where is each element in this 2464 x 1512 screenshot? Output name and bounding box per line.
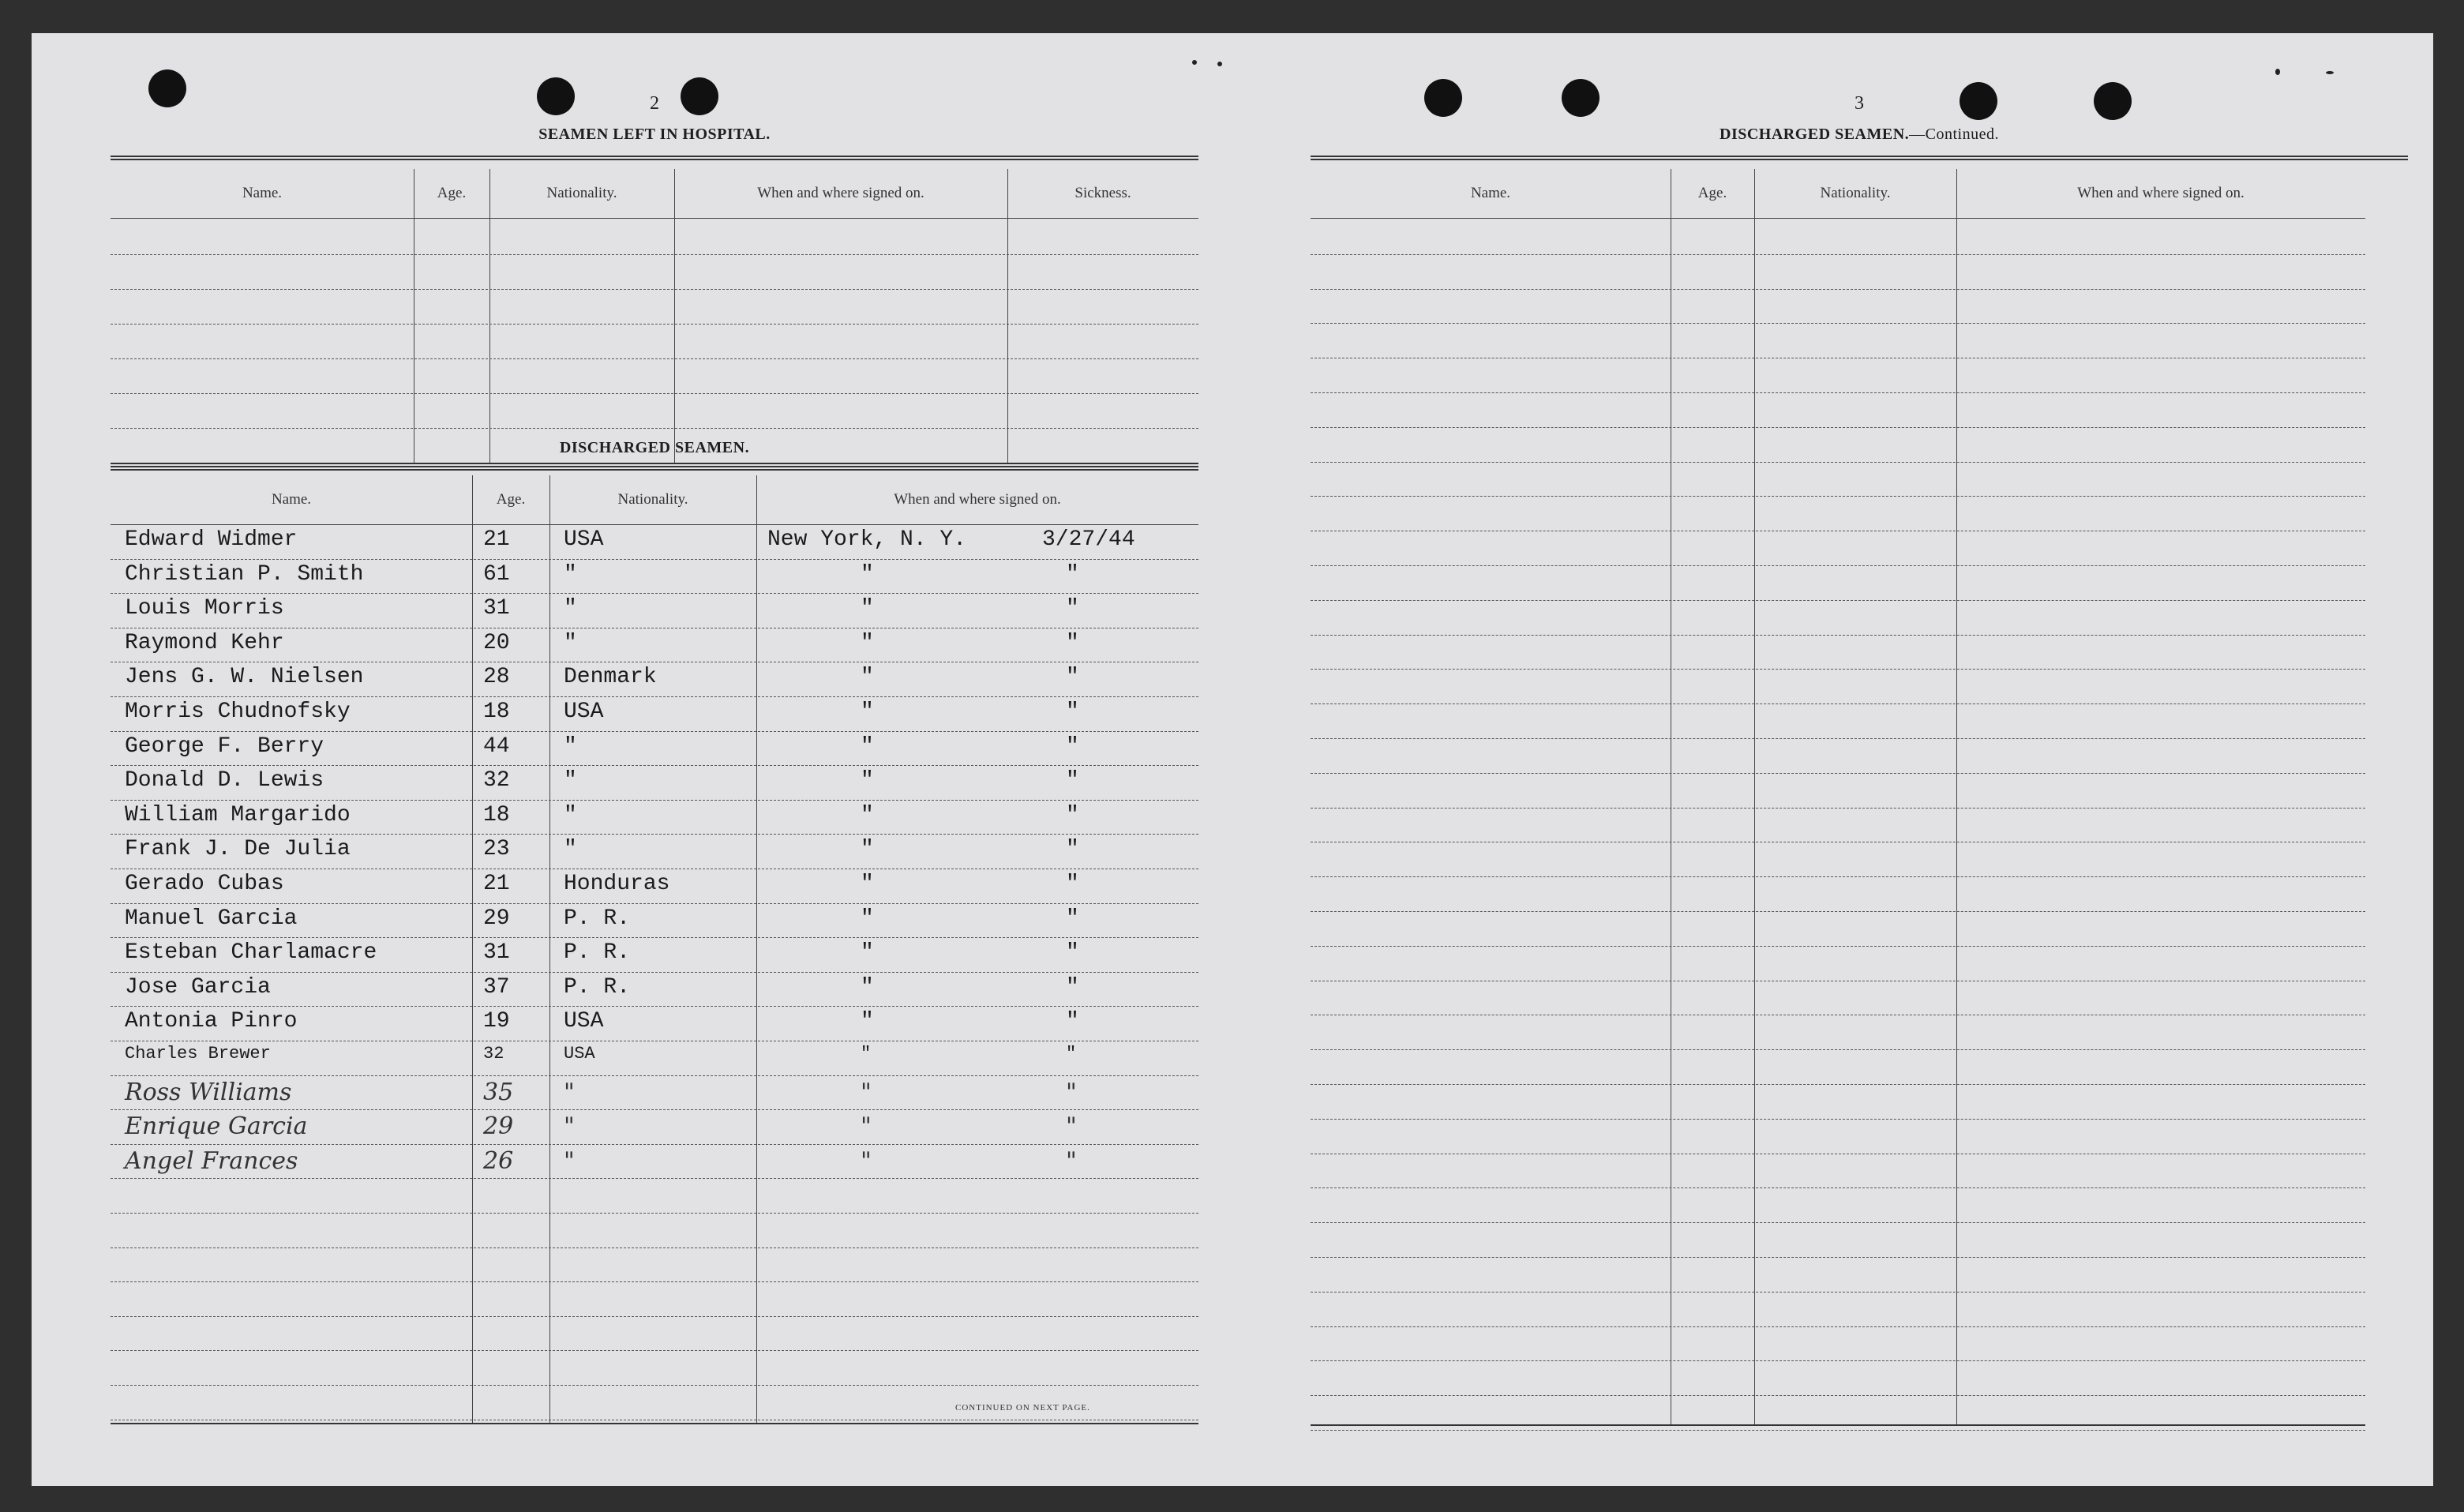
seaman-nationality: " bbox=[564, 630, 577, 655]
seaman-name: Charles Brewer bbox=[125, 1044, 271, 1064]
seaman-name: Edward Widmer bbox=[125, 527, 298, 552]
column-header: Name. bbox=[1470, 185, 1511, 201]
header-rule bbox=[1311, 218, 2365, 219]
speck bbox=[1192, 60, 1197, 65]
seaman-age: 31 bbox=[483, 596, 510, 621]
signed-on-place: " bbox=[861, 906, 874, 931]
seaman-name: Esteban Charlamacre bbox=[125, 940, 377, 966]
table-row bbox=[111, 1178, 1198, 1214]
signed-on-date: " bbox=[1066, 974, 1079, 1000]
signed-on-place: " bbox=[861, 802, 874, 827]
signed-on-place: " bbox=[861, 1044, 872, 1064]
table-row bbox=[1311, 323, 2365, 358]
table-row bbox=[1311, 392, 2365, 428]
seaman-age: 21 bbox=[483, 872, 510, 896]
column-header: Nationality. bbox=[546, 185, 617, 201]
table-row bbox=[1311, 1049, 2365, 1085]
signed-on-place: New York, N. Y. bbox=[767, 527, 967, 552]
speck bbox=[2326, 71, 2334, 74]
table-row bbox=[1311, 1326, 2365, 1362]
page-number: 3 bbox=[1855, 93, 1864, 114]
seaman-age: 18 bbox=[483, 700, 510, 724]
table-row bbox=[1311, 876, 2365, 912]
seaman-age: 28 bbox=[483, 665, 510, 690]
seaman-nationality: " bbox=[564, 802, 577, 827]
seaman-age: 23 bbox=[483, 837, 510, 862]
signed-on-date: " bbox=[1066, 700, 1079, 724]
signed-on-place: " bbox=[861, 974, 874, 1000]
seaman-nationality: " bbox=[564, 596, 577, 621]
seaman-name: Donald D. Lewis bbox=[125, 768, 324, 794]
signed-on-date: " bbox=[1066, 630, 1079, 655]
seaman-nationality: P. R. bbox=[564, 940, 631, 966]
bottom-rule bbox=[1311, 1424, 2365, 1426]
column-header: Age. bbox=[437, 185, 467, 201]
seaman-nationality: USA bbox=[564, 1044, 595, 1064]
continued-note: CONTINUED ON NEXT PAGE. bbox=[955, 1403, 1090, 1413]
signed-on-place: " bbox=[861, 1146, 872, 1175]
table-row bbox=[111, 1316, 1198, 1352]
signed-on-date: 3/27/44 bbox=[1042, 527, 1135, 552]
table-row bbox=[1311, 1119, 2365, 1154]
double-rule bbox=[111, 466, 1198, 471]
table-row bbox=[111, 358, 1198, 394]
signed-on-place: " bbox=[861, 630, 874, 655]
seaman-name: Manuel Garcia bbox=[125, 906, 298, 931]
seaman-nationality: " bbox=[564, 1112, 575, 1141]
table-row bbox=[111, 254, 1198, 290]
table-row bbox=[1311, 565, 2365, 601]
signed-on-place: " bbox=[861, 940, 874, 966]
seaman-name: Enrique Garcia bbox=[125, 1112, 308, 1141]
seaman-age: 19 bbox=[483, 1009, 510, 1034]
seaman-name: William Margarido bbox=[125, 802, 351, 827]
table-row bbox=[1311, 773, 2365, 809]
seaman-nationality: P. R. bbox=[564, 906, 631, 931]
table-row bbox=[1311, 1015, 2365, 1050]
seaman-age: 44 bbox=[483, 733, 510, 759]
signed-on-place: " bbox=[861, 768, 874, 794]
signed-on-place: " bbox=[861, 1009, 874, 1034]
double-rule bbox=[1311, 156, 2408, 160]
signed-on-place: " bbox=[861, 837, 874, 862]
signed-on-date: " bbox=[1066, 1112, 1077, 1141]
seaman-name: Christian P. Smith bbox=[125, 561, 364, 587]
table-row bbox=[1311, 427, 2365, 463]
table-row bbox=[1311, 703, 2365, 739]
signed-on-date: " bbox=[1066, 872, 1079, 896]
table-row bbox=[1311, 1292, 2365, 1327]
seaman-age: 31 bbox=[483, 940, 510, 966]
seaman-age: 35 bbox=[483, 1078, 514, 1106]
table-row bbox=[1311, 842, 2365, 877]
double-rule bbox=[111, 156, 1198, 160]
signed-on-place: " bbox=[861, 561, 874, 587]
table-row bbox=[1311, 1187, 2365, 1223]
signed-on-date: " bbox=[1066, 940, 1079, 966]
table-row bbox=[111, 972, 1198, 1007]
table-row bbox=[1311, 289, 2365, 325]
page-number: 2 bbox=[650, 93, 659, 114]
seaman-age: 32 bbox=[483, 1044, 504, 1064]
hospital-title: SEAMEN LEFT IN HOSPITAL. bbox=[538, 126, 771, 143]
seaman-age: 21 bbox=[483, 527, 510, 552]
seaman-name: Morris Chudnofsky bbox=[125, 700, 351, 724]
table-row bbox=[1311, 219, 2365, 255]
seaman-nationality: " bbox=[564, 1146, 575, 1175]
table-row bbox=[1311, 1257, 2365, 1293]
column-header: Name. bbox=[242, 185, 283, 201]
seaman-nationality: USA bbox=[564, 700, 604, 724]
speck bbox=[2275, 69, 2280, 75]
register-sheet bbox=[32, 33, 2433, 1486]
seaman-nationality: " bbox=[564, 768, 577, 794]
table-row bbox=[1311, 600, 2365, 636]
table-row bbox=[1311, 738, 2365, 774]
table-row bbox=[111, 1213, 1198, 1248]
seaman-age: 20 bbox=[483, 630, 510, 655]
signed-on-date: " bbox=[1066, 906, 1079, 931]
table-row bbox=[111, 393, 1198, 429]
seaman-name: Jose Garcia bbox=[125, 974, 271, 1000]
seaman-nationality: Denmark bbox=[564, 665, 657, 690]
table-row bbox=[111, 1247, 1198, 1283]
signed-on-place: " bbox=[861, 596, 874, 621]
column-header: When and where signed on. bbox=[2077, 185, 2245, 201]
signed-on-date: " bbox=[1066, 596, 1079, 621]
title-text: DISCHARGED SEAMEN. bbox=[1720, 126, 1910, 143]
table-row bbox=[1311, 635, 2365, 670]
table-row bbox=[1311, 1154, 2365, 1189]
seaman-age: 29 bbox=[483, 906, 510, 931]
signed-on-place: " bbox=[861, 700, 874, 724]
table-row bbox=[111, 1281, 1198, 1317]
signed-on-date: " bbox=[1066, 665, 1079, 690]
seaman-age: 29 bbox=[483, 1112, 514, 1141]
seaman-nationality: USA bbox=[564, 1009, 604, 1034]
signed-on-place: " bbox=[861, 1112, 872, 1141]
table-row bbox=[1311, 808, 2365, 843]
signed-on-date: " bbox=[1066, 802, 1079, 827]
table-row bbox=[1311, 946, 2365, 981]
table-row bbox=[1311, 496, 2365, 531]
table-row bbox=[111, 324, 1198, 359]
signed-on-date: " bbox=[1066, 1146, 1077, 1175]
table-row bbox=[1311, 1084, 2365, 1120]
table-row bbox=[1311, 911, 2365, 947]
table-row bbox=[1311, 531, 2365, 566]
signed-on-date: " bbox=[1066, 837, 1079, 862]
seaman-age: 37 bbox=[483, 974, 510, 1000]
table-row bbox=[1311, 254, 2365, 290]
column-header: When and where signed on. bbox=[757, 185, 924, 201]
column-header: Name. bbox=[271, 491, 312, 508]
seaman-name: Jens G. W. Nielsen bbox=[125, 665, 364, 690]
header-rule bbox=[111, 218, 1198, 219]
seaman-nationality: " bbox=[564, 733, 577, 759]
table-row bbox=[1311, 981, 2365, 1016]
seaman-name: Angel Frances bbox=[125, 1146, 298, 1175]
seaman-age: 26 bbox=[483, 1146, 514, 1175]
signed-on-place: " bbox=[861, 665, 874, 690]
bottom-rule bbox=[111, 463, 1198, 464]
hospital-table bbox=[111, 169, 1198, 463]
discharged-continued-table bbox=[1311, 169, 2365, 1424]
seaman-age: 18 bbox=[483, 802, 510, 827]
table-row bbox=[111, 219, 1198, 255]
seaman-nationality: Honduras bbox=[564, 872, 670, 896]
title-suffix: —Continued. bbox=[1909, 126, 1999, 143]
speck bbox=[1217, 62, 1222, 66]
discharged-table bbox=[111, 475, 1198, 1423]
seaman-name: Louis Morris bbox=[125, 596, 284, 621]
seaman-age: 61 bbox=[483, 561, 510, 587]
table-row bbox=[1311, 358, 2365, 393]
seaman-nationality: P. R. bbox=[564, 974, 631, 1000]
seaman-name: Raymond Kehr bbox=[125, 630, 284, 655]
table-row bbox=[1311, 669, 2365, 704]
seaman-nationality: " bbox=[564, 1078, 575, 1106]
seaman-age: 32 bbox=[483, 768, 510, 794]
table-row bbox=[1311, 1222, 2365, 1258]
discharged-title: DISCHARGED SEAMEN. bbox=[559, 439, 750, 456]
column-header: Nationality. bbox=[617, 491, 688, 508]
signed-on-place: " bbox=[861, 1078, 872, 1106]
table-row bbox=[1311, 462, 2365, 497]
column-header: Age. bbox=[1697, 185, 1727, 201]
column-header: Sickness. bbox=[1074, 185, 1131, 201]
discharged-continued-title bbox=[1311, 126, 2408, 144]
seaman-nationality: USA bbox=[564, 527, 604, 552]
seaman-nationality: " bbox=[564, 837, 577, 862]
seaman-name: Ross Williams bbox=[125, 1078, 292, 1106]
signed-on-date: " bbox=[1066, 1078, 1077, 1106]
signed-on-date: " bbox=[1066, 561, 1079, 587]
signed-on-date: " bbox=[1066, 1009, 1079, 1034]
bottom-rule bbox=[111, 1423, 1198, 1424]
seaman-name: Frank J. De Julia bbox=[125, 837, 351, 862]
signed-on-date: " bbox=[1066, 733, 1079, 759]
signed-on-date: " bbox=[1066, 1044, 1077, 1064]
column-header: Age. bbox=[496, 491, 526, 508]
signed-on-place: " bbox=[861, 872, 874, 896]
seaman-name: Antonia Pinro bbox=[125, 1009, 298, 1034]
signed-on-place: " bbox=[861, 733, 874, 759]
table-row bbox=[1311, 1360, 2365, 1396]
table-row bbox=[111, 1041, 1198, 1076]
column-header: When and where signed on. bbox=[894, 491, 1061, 508]
table-row bbox=[111, 1350, 1198, 1386]
seaman-name: Gerado Cubas bbox=[125, 872, 284, 896]
seaman-name: George F. Berry bbox=[125, 733, 324, 759]
signed-on-date: " bbox=[1066, 768, 1079, 794]
column-header: Nationality. bbox=[1820, 185, 1891, 201]
table-row bbox=[111, 289, 1198, 325]
seaman-nationality: " bbox=[564, 561, 577, 587]
